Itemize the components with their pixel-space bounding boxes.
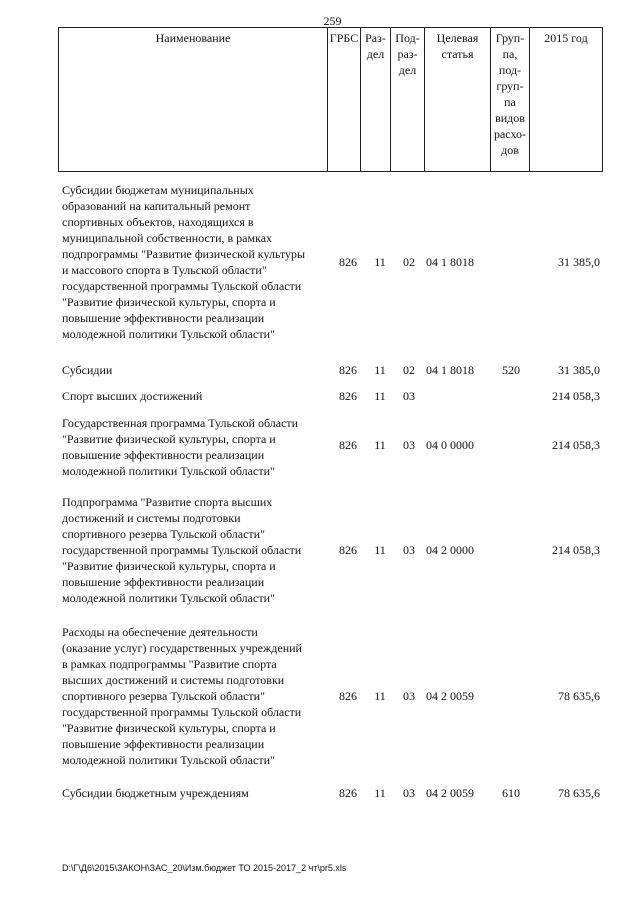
row-razdel: 11 xyxy=(374,363,386,377)
row-name: Субсидии бюджетам муниципальных образований на капитальный ремонт спортивных объектов, находящихся в муниципальной собственности, в рамках подпрограммы "Развитие физической культуры и массового спорта в Тульской области" государственной программы Тульской области "Развитие физической культуры, спорта и повышение эффективности реализации молодежной политики Тульской области" xyxy=(62,183,306,341)
row-razdel: 11 xyxy=(374,438,386,452)
row-amount: 214 058,3 xyxy=(552,543,600,557)
row-grbs: 826 xyxy=(339,438,357,452)
row-razdel: 11 xyxy=(374,689,386,703)
row-podrazdel: 03 xyxy=(403,786,415,800)
row-name: Расходы на обеспечение деятельности (оказание услуг) государственных учреждений в рамках подпрограммы "Развитие спорта высших достижений и системы подготовки спортивного резерва Тульской области" государственной программы Тульской области "Развитие физической культуры, спорта и повышение эффективности реализации молодежной политики Тульской области" xyxy=(62,625,302,767)
row-name: Подпрограмма "Развитие спорта высших достижений и системы подготовки спортивного резерва Тульской области" государственной программы Тульской области "Развитие физической культуры, спорта и повышение эффективности реализации молодежной политики Тульской области" xyxy=(62,495,302,605)
header-razdel: Раз- дел xyxy=(360,28,390,171)
row-amount: 31 385,0 xyxy=(558,363,600,377)
header-group: Груп- па, под- груп- па видов расхо- дов xyxy=(490,28,529,171)
row-amount: 78 635,6 xyxy=(558,689,600,703)
row-amount: 78 635,6 xyxy=(558,786,600,800)
row-podrazdel: 02 xyxy=(403,255,415,269)
row-podrazdel: 03 xyxy=(403,689,415,703)
row-grbs: 826 xyxy=(339,363,357,377)
header-target: Целевая статья xyxy=(424,28,490,171)
row-razdel: 11 xyxy=(374,786,386,800)
file-path-footer: D:\Г\Д6\2015\ЗАКОН\ЗАС_20\Изм.бюджет ТО 2015-2017_2 чт\pr5.xls xyxy=(62,863,347,873)
row-group: 610 xyxy=(502,786,520,800)
row-target: 04 2 0059 xyxy=(426,786,474,800)
header-podrazdel: Под- раз- дел xyxy=(390,28,424,171)
header-name: Наименование xyxy=(155,31,231,45)
row-target: 04 2 0000 xyxy=(426,543,474,557)
row-grbs: 826 xyxy=(339,543,357,557)
row-grbs: 826 xyxy=(339,389,357,403)
row-target: 04 0 0000 xyxy=(426,438,474,452)
row-target: 04 1 8018 xyxy=(426,363,474,377)
row-grbs: 826 xyxy=(339,786,357,800)
row-amount: 31 385,0 xyxy=(558,255,600,269)
row-razdel: 11 xyxy=(374,389,386,403)
row-target: 04 2 0059 xyxy=(426,689,474,703)
row-target: 04 1 8018 xyxy=(426,255,474,269)
row-name: Субсидии бюджетным учреждениям xyxy=(62,786,249,800)
row-podrazdel: 03 xyxy=(403,438,415,452)
row-name: Субсидии xyxy=(62,363,113,377)
header-grbs: ГРБС xyxy=(327,28,360,171)
row-group: 520 xyxy=(502,363,520,377)
header-year: 2015 год xyxy=(529,28,602,171)
row-name: Государственная программа Тульской области "Развитие физической культуры, спорта и повышение эффективности реализации молодежной политики Тульской области" xyxy=(62,416,299,478)
row-name: Спорт высших достижений xyxy=(62,389,203,403)
row-podrazdel: 02 xyxy=(403,363,415,377)
row-amount: 214 058,3 xyxy=(552,438,600,452)
row-razdel: 11 xyxy=(374,255,386,269)
row-podrazdel: 03 xyxy=(403,543,415,557)
row-amount: 214 058,3 xyxy=(552,389,600,403)
page-number: 259 xyxy=(323,14,342,28)
table-header xyxy=(58,27,603,172)
row-grbs: 826 xyxy=(339,689,357,703)
row-grbs: 826 xyxy=(339,255,357,269)
row-razdel: 11 xyxy=(374,543,386,557)
row-podrazdel: 03 xyxy=(403,389,415,403)
